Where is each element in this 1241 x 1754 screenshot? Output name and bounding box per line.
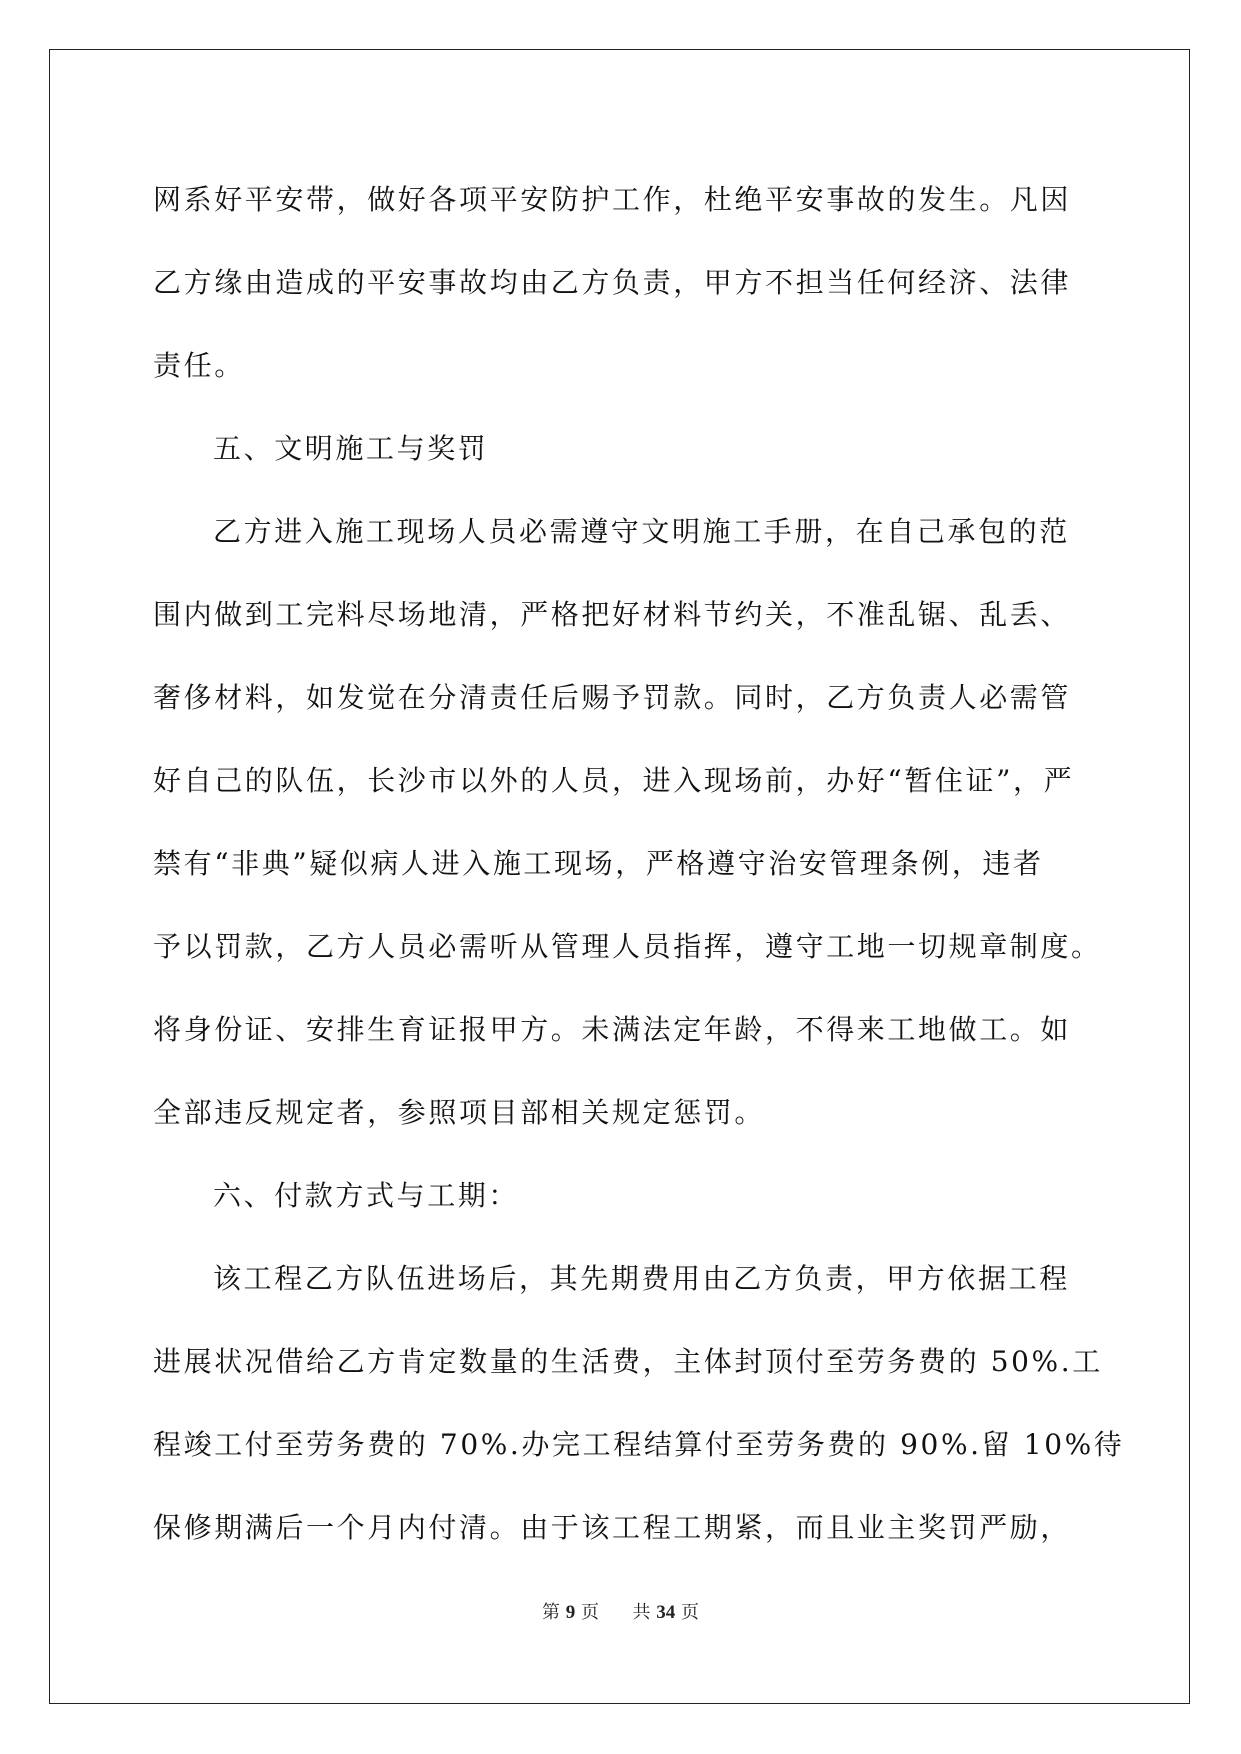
total-prefix: 共 bbox=[632, 1602, 651, 1623]
section-heading: 六、付款方式与工期： bbox=[213, 1179, 520, 1212]
paragraph-line: 网系好平安带，做好各项平安防护工作，杜绝平安事故的发生。凡因 bbox=[153, 183, 1072, 216]
paragraph-line: 禁有“非典”疑似病人进入施工现场，严格遵守治安管理条例，违者 bbox=[153, 847, 1044, 880]
paragraph-line: 全部违反规定者，参照项目部相关规定惩罚。 bbox=[153, 1096, 766, 1129]
total-suffix: 页 bbox=[680, 1602, 699, 1623]
paragraph-line: 好自己的队伍，长沙市以外的人员，进入现场前，办好“暂住证”，严 bbox=[153, 764, 1075, 797]
page-footer bbox=[0, 1598, 1241, 1624]
section-heading: 五、文明施工与奖罚 bbox=[213, 432, 489, 465]
page-suffix: 页 bbox=[581, 1602, 600, 1623]
paragraph-line: 该工程乙方队伍进场后，其先期费用由乙方负责，甲方依据工程 bbox=[213, 1262, 1070, 1295]
paragraph-line: 乙方缘由造成的平安事故均由乙方负责，甲方不担当任何经济、法律 bbox=[153, 266, 1072, 299]
document-body bbox=[153, 158, 1125, 1569]
paragraph-line: 乙方进入施工现场人员必需遵守文明施工手册，在自己承包的范 bbox=[213, 515, 1070, 548]
paragraph-line: 程竣工付至劳务费的 70%.办完工程结算付至劳务费的 90%.留 10%待 bbox=[153, 1428, 1125, 1461]
total-pages: 34 bbox=[656, 1602, 676, 1623]
paragraph-line: 责任。 bbox=[153, 349, 245, 382]
paragraph-line: 进展状况借给乙方肯定数量的生活费，主体封顶付至劳务费的 50%.工 bbox=[153, 1345, 1103, 1378]
page-prefix: 第 bbox=[542, 1602, 561, 1623]
paragraph-line: 将身份证、安排生育证报甲方。未满法定年龄，不得来工地做工。如 bbox=[153, 1013, 1072, 1046]
paragraph-line: 予以罚款，乙方人员必需听从管理人员指挥，遵守工地一切规章制度。 bbox=[153, 930, 1102, 963]
page-number: 9 bbox=[565, 1602, 576, 1623]
paragraph-line: 保修期满后一个月内付清。由于该工程工期紧，而且业主奖罚严励， bbox=[153, 1511, 1072, 1544]
paragraph-line: 围内做到工完料尽场地清，严格把好材料节约关，不准乱锯、乱丢、 bbox=[153, 598, 1072, 631]
paragraph-line: 奢侈材料，如发觉在分清责任后赐予罚款。同时，乙方负责人必需管 bbox=[153, 681, 1072, 714]
